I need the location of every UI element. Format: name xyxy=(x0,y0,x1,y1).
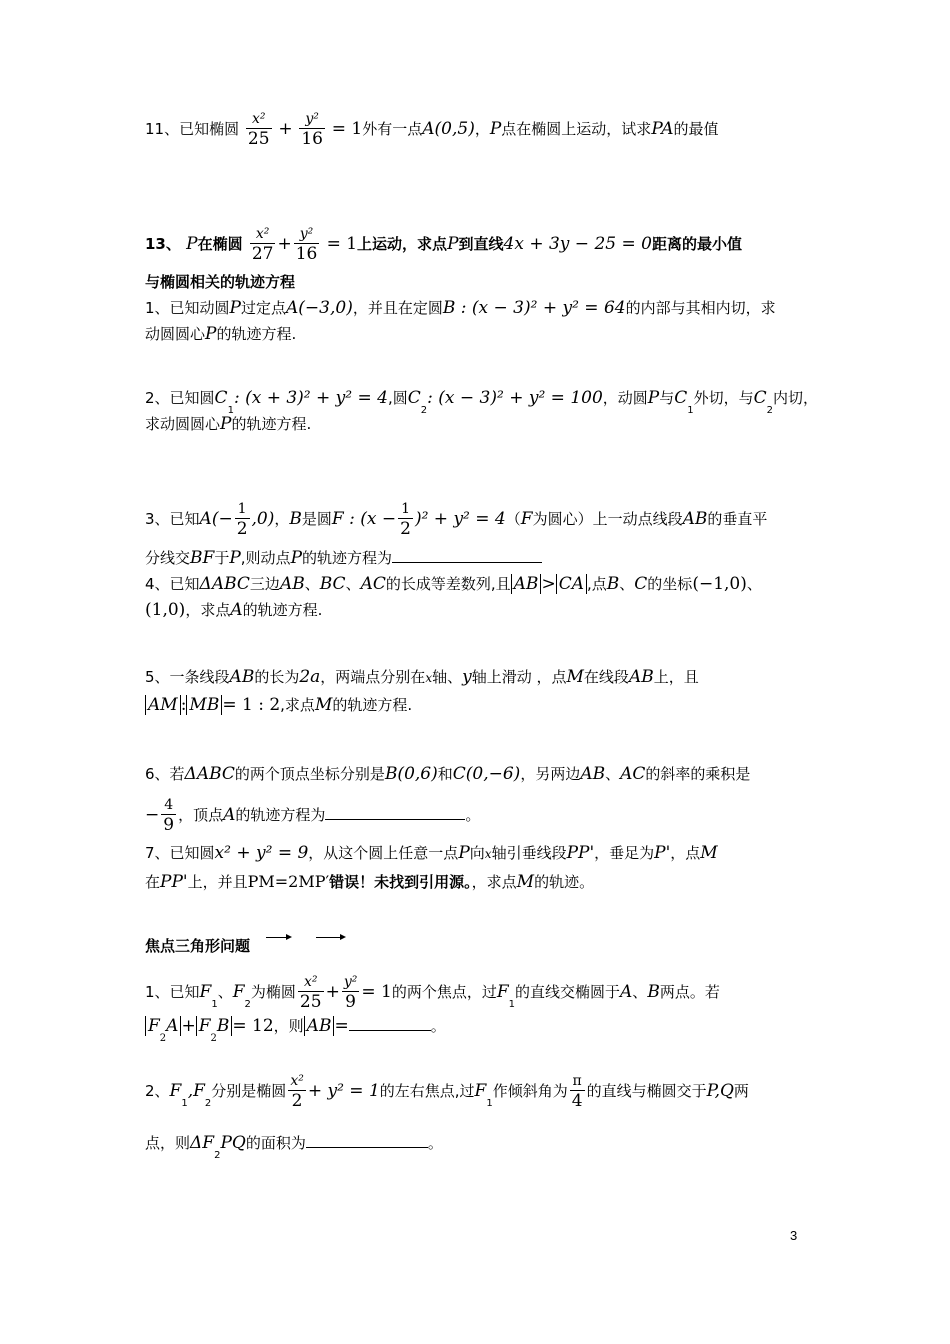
vector-equation: PM=2MP′ xyxy=(247,872,330,891)
var: B xyxy=(289,509,302,529)
numerator: x² xyxy=(255,226,270,242)
text: 动圆圆心 xyxy=(145,325,206,343)
var: F xyxy=(474,1081,487,1101)
var: B xyxy=(216,1016,230,1036)
text: 距离的最小值 xyxy=(651,235,742,253)
operator: + xyxy=(278,119,293,139)
equation: = 12 xyxy=(232,1016,274,1036)
text: 上，且 xyxy=(653,668,699,686)
var: P xyxy=(229,548,241,568)
text: 轴上滑动 ，点 xyxy=(471,668,567,686)
text: 在线段 xyxy=(583,668,629,686)
operator: + xyxy=(325,982,340,1002)
var: P xyxy=(205,324,217,344)
text: 内切， xyxy=(773,389,819,407)
var: P xyxy=(229,298,241,318)
var: ΔF xyxy=(190,1133,215,1153)
var: x xyxy=(425,671,433,685)
text: 、 xyxy=(304,575,320,593)
text: 的最值 xyxy=(673,120,719,138)
equation: )² + y² = 4 xyxy=(414,509,506,529)
subscript: 2 xyxy=(159,1033,167,1044)
text: ,圆 xyxy=(387,389,408,407)
equation: B : (x − 3)² + y² = 64 xyxy=(442,298,626,318)
equation: = 1 xyxy=(326,234,358,254)
point: A(−3,0) xyxy=(286,298,353,318)
text: ，顶点 xyxy=(178,806,224,824)
subscript: 1 xyxy=(508,999,515,1010)
abs-value: AB xyxy=(304,1016,335,1036)
text: 三边 xyxy=(249,575,280,593)
text: 已知椭圆 xyxy=(179,120,240,138)
var: M xyxy=(314,695,333,715)
text: 。 xyxy=(427,1134,443,1152)
operator: − xyxy=(145,805,160,825)
text: 的两个顶点坐标分别是 xyxy=(234,765,385,783)
focal-q2-line2 xyxy=(145,1133,443,1161)
text: , xyxy=(187,1081,194,1101)
var: PQ xyxy=(220,1133,246,1153)
var: F xyxy=(232,982,245,1002)
var: M xyxy=(566,667,584,687)
var: A xyxy=(230,600,243,620)
text: 作倾斜角为 xyxy=(492,1082,568,1100)
numerator: y² xyxy=(299,226,314,242)
operator: > xyxy=(541,574,556,594)
locus-q7-line1 xyxy=(145,843,718,864)
text: 、 xyxy=(619,575,635,593)
text: 上，并且 xyxy=(187,873,248,891)
text: 的直线与椭圆交于 xyxy=(586,1082,707,1100)
locus-q3-line2 xyxy=(145,548,542,568)
text: ，求点 xyxy=(471,873,517,891)
subscript: 1 xyxy=(687,405,694,416)
text: 上运动，求点 xyxy=(357,235,448,253)
text: ,求点 xyxy=(280,696,315,714)
point: B(0,6) xyxy=(384,764,438,784)
subscript: 1 xyxy=(486,1098,493,1109)
text: 为椭圆 xyxy=(250,983,296,1001)
text: 为圆心）上一动点线段 xyxy=(532,510,683,528)
var: P xyxy=(458,843,470,863)
equation: + y² = 1 xyxy=(307,1081,380,1101)
var: PP' xyxy=(160,872,188,892)
subscript: 2 xyxy=(210,1033,217,1044)
text: 2、 xyxy=(145,1082,170,1100)
var: A xyxy=(223,805,236,825)
text: 、 xyxy=(632,983,648,1001)
var: P xyxy=(186,234,198,254)
equation: = 1 xyxy=(331,119,363,139)
text: 的轨迹。 xyxy=(534,873,595,891)
numerator: x² xyxy=(251,111,266,127)
answer-blank[interactable] xyxy=(325,805,465,820)
text: 的轨迹方程. xyxy=(242,601,323,619)
equation: F : (x − xyxy=(331,509,397,529)
var: AB xyxy=(628,667,654,687)
text: 向 xyxy=(469,844,485,862)
denominator: 27 xyxy=(251,244,274,264)
denominator: 4 xyxy=(571,1091,583,1111)
point: C(0,−6) xyxy=(452,764,521,784)
numerator: 1 xyxy=(401,501,410,517)
answer-blank[interactable] xyxy=(392,548,542,563)
point: A(− xyxy=(199,509,233,529)
answer-blank[interactable] xyxy=(349,1016,431,1031)
var: P xyxy=(290,548,303,568)
text: 6、若 xyxy=(145,765,185,783)
equation: 4x + 3y − 25 = 0 xyxy=(503,234,652,254)
fraction xyxy=(288,1072,306,1111)
locus-q6-line2 xyxy=(145,796,480,835)
point: ,0) xyxy=(251,509,275,529)
text: ，并且在定圆 xyxy=(352,299,443,317)
reference-error: 错误！未找到引用源。 xyxy=(329,873,472,891)
text: ，动圆 xyxy=(602,389,648,407)
var: AC xyxy=(360,574,386,594)
numerator: x² xyxy=(290,1073,304,1089)
var: AB xyxy=(229,667,255,687)
var: F xyxy=(193,1081,205,1101)
operator: = xyxy=(334,1016,349,1036)
numerator: y² xyxy=(343,974,358,990)
text: 、 xyxy=(217,983,233,1001)
var: B xyxy=(606,574,620,594)
abs-value: CA xyxy=(556,574,587,594)
operator: : xyxy=(180,695,187,715)
numerator: 4 xyxy=(164,797,174,813)
text: 2、已知圆 xyxy=(145,389,215,407)
subscript: 2 xyxy=(766,405,774,416)
text: ，则 xyxy=(273,1017,304,1035)
text: ，另两边 xyxy=(520,765,581,783)
text: 点在椭圆上运动，试求 xyxy=(501,120,652,138)
abs-value: AB xyxy=(511,574,542,594)
subscript: 1 xyxy=(211,999,218,1010)
var: B xyxy=(647,982,660,1002)
var: P xyxy=(447,234,459,254)
text: 于 xyxy=(214,549,230,567)
vector-arrow-icon xyxy=(266,937,290,938)
text: 的坐标 xyxy=(647,575,693,593)
text: ，求点 xyxy=(185,601,231,619)
var: F xyxy=(148,1016,160,1036)
denominator: 9 xyxy=(342,991,360,1012)
var: BC xyxy=(319,574,346,594)
text: 的面积为 xyxy=(245,1134,306,1152)
var: P' xyxy=(654,843,671,863)
section-heading-focal-triangle: 焦点三角形问题 xyxy=(145,937,251,955)
text: 的左右焦点,过 xyxy=(379,1082,475,1100)
var: M xyxy=(516,872,535,892)
text: 在椭圆 xyxy=(197,235,243,253)
fraction xyxy=(161,796,176,835)
fraction xyxy=(250,225,276,264)
point: (1,0) xyxy=(145,600,186,620)
var: y xyxy=(462,667,472,687)
locus-q2-line1 xyxy=(145,388,819,416)
var: A xyxy=(166,1016,179,1036)
denominator: 25 xyxy=(299,992,322,1012)
text: 在 xyxy=(145,873,161,891)
var: C xyxy=(407,388,421,408)
text: 轴引垂线段 xyxy=(491,844,567,862)
question-13 xyxy=(145,225,742,264)
text: 。 xyxy=(465,806,481,824)
text: 到直线 xyxy=(458,235,504,253)
text: 7、已知圆 xyxy=(145,844,215,862)
text: ，点 xyxy=(670,844,701,862)
locus-q5-line2 xyxy=(145,695,412,715)
text: （ xyxy=(505,510,521,528)
fraction xyxy=(398,500,413,539)
var: P xyxy=(647,388,660,408)
var: BF xyxy=(190,548,215,568)
text: 5、一条线段 xyxy=(145,668,230,686)
text: 的垂直平 xyxy=(707,510,768,528)
text: 的两个焦点，过 xyxy=(391,983,497,1001)
fraction xyxy=(294,225,320,264)
page-number: 3 xyxy=(790,1228,798,1243)
text: 点，则 xyxy=(145,1134,191,1152)
text: ，从这个圆上任意一点 xyxy=(308,844,459,862)
text: 的长为 xyxy=(254,668,300,686)
abs-value: MB xyxy=(186,695,222,715)
var: F xyxy=(169,1081,182,1101)
text: ， xyxy=(274,510,290,528)
text: 分线交 xyxy=(145,549,191,567)
locus-q1-line2 xyxy=(145,324,296,344)
locus-q4-line1 xyxy=(145,574,762,594)
text: 分别是椭圆 xyxy=(211,1082,287,1100)
var: M xyxy=(700,843,718,863)
var: 2a xyxy=(299,667,321,687)
focal-q1-line2 xyxy=(145,1016,446,1044)
text: 轴、 xyxy=(432,668,463,686)
numerator: x² xyxy=(303,974,318,990)
text: 的轨迹方程为 xyxy=(302,549,393,567)
subscript: 2 xyxy=(420,405,428,416)
focal-q2-line1 xyxy=(145,1072,749,1111)
locus-q4-line2 xyxy=(145,600,322,620)
text: 4、已知 xyxy=(145,575,200,593)
text: ,点 xyxy=(586,575,607,593)
var: F xyxy=(520,509,533,529)
text: 1、已知 xyxy=(145,983,200,1001)
locus-q5-line1 xyxy=(145,667,699,688)
text: 外切，与 xyxy=(693,389,754,407)
abs-value xyxy=(145,1016,181,1044)
var: C xyxy=(214,388,228,408)
denominator: 25 xyxy=(247,129,270,149)
q-number: 11、 xyxy=(145,120,180,138)
var: PA xyxy=(651,119,674,139)
fraction xyxy=(570,1072,585,1111)
var: C xyxy=(634,574,648,594)
text: 过定点 xyxy=(241,299,287,317)
equation: = 1 xyxy=(361,982,392,1002)
text: 两点。若 xyxy=(659,983,720,1001)
var: ΔABC xyxy=(184,764,235,784)
equation: : (x + 3)² + y² = 4 xyxy=(233,388,388,408)
text: 的轨迹方程为 xyxy=(235,806,326,824)
answer-blank[interactable] xyxy=(306,1133,428,1148)
denominator: 16 xyxy=(301,129,323,149)
focal-q1-line1 xyxy=(145,973,720,1012)
text: 3、已知 xyxy=(145,510,200,528)
fraction xyxy=(235,500,250,539)
text: ，两端点分别在 xyxy=(320,668,426,686)
subscript: 2 xyxy=(244,999,251,1010)
var: C xyxy=(753,388,767,408)
text: 的轨迹方程. xyxy=(231,415,312,433)
text: 的直线交椭圆于 xyxy=(515,983,621,1001)
text: 的斜率的乘积是 xyxy=(645,765,751,783)
fraction xyxy=(246,110,272,149)
text: ，垂足为 xyxy=(594,844,655,862)
var: AB xyxy=(580,764,606,784)
vector-arrow-icon xyxy=(316,937,344,938)
var: x xyxy=(484,847,492,861)
locus-q7-line2 xyxy=(145,872,594,892)
equation: : (x − 3)² + y² = 100 xyxy=(427,388,603,408)
equation: = 1 : 2 xyxy=(222,695,281,715)
abs-value: AM xyxy=(145,695,181,715)
denominator: 2 xyxy=(400,519,411,539)
denominator: 16 xyxy=(295,244,318,264)
text: 是圆 xyxy=(301,510,332,528)
var: F xyxy=(198,1016,211,1036)
operator: + xyxy=(277,234,292,254)
denominator: 2 xyxy=(288,1090,306,1111)
subscript: 1 xyxy=(227,405,234,416)
operator: + xyxy=(181,1016,196,1036)
fraction xyxy=(298,973,324,1012)
subscript: 2 xyxy=(204,1098,212,1109)
point: (−1,0) xyxy=(692,574,747,594)
var: P,Q xyxy=(706,1081,734,1101)
var: F xyxy=(496,982,509,1002)
var: ΔABC xyxy=(199,574,250,594)
text: 求动圆圆心 xyxy=(145,415,221,433)
locus-q6-line1 xyxy=(145,764,750,784)
var: AB xyxy=(682,509,708,529)
locus-q2-line2 xyxy=(145,414,311,434)
text: ,则动点 xyxy=(240,549,291,567)
fraction xyxy=(342,973,360,1012)
var: AB xyxy=(279,574,305,594)
text: 和 xyxy=(437,765,453,783)
text: 的轨迹方程. xyxy=(332,696,413,714)
var: AC xyxy=(620,764,646,784)
text: 、 xyxy=(746,575,762,593)
numerator: y² xyxy=(305,111,319,127)
var: PP' xyxy=(566,843,595,863)
q-number: 13、 xyxy=(145,235,181,253)
text: 外有一点 xyxy=(362,120,423,138)
text: 1、已知动圆 xyxy=(145,299,230,317)
text: 。 xyxy=(430,1017,446,1035)
text: 两 xyxy=(733,1082,749,1100)
equation: x² + y² = 9 xyxy=(214,843,309,863)
point: A(0,5) xyxy=(422,119,475,139)
text: ， xyxy=(474,120,490,138)
var: C xyxy=(674,388,688,408)
text: 与 xyxy=(659,389,675,407)
text: 、 xyxy=(345,575,361,593)
locus-q1-line1 xyxy=(145,298,776,318)
denominator: 9 xyxy=(163,815,175,835)
var: F xyxy=(199,982,212,1002)
text: 的长成等差数列,且 xyxy=(385,575,511,593)
question-11 xyxy=(145,110,718,149)
numerator: π xyxy=(572,1073,582,1089)
text: 的内部与其相内切，求 xyxy=(625,299,776,317)
var: P xyxy=(489,119,502,139)
var: P xyxy=(220,414,232,434)
section-heading-locus: 与椭圆相关的轨迹方程 xyxy=(145,273,296,291)
subscript: 1 xyxy=(181,1098,188,1109)
abs-value xyxy=(196,1016,233,1044)
text: 、 xyxy=(605,765,621,783)
locus-q3-line1 xyxy=(145,500,767,539)
text: 的轨迹方程. xyxy=(216,325,297,343)
subscript: 2 xyxy=(214,1150,221,1161)
fraction xyxy=(299,110,325,149)
numerator: 1 xyxy=(237,501,247,517)
denominator: 2 xyxy=(236,519,248,539)
var: A xyxy=(620,982,633,1002)
